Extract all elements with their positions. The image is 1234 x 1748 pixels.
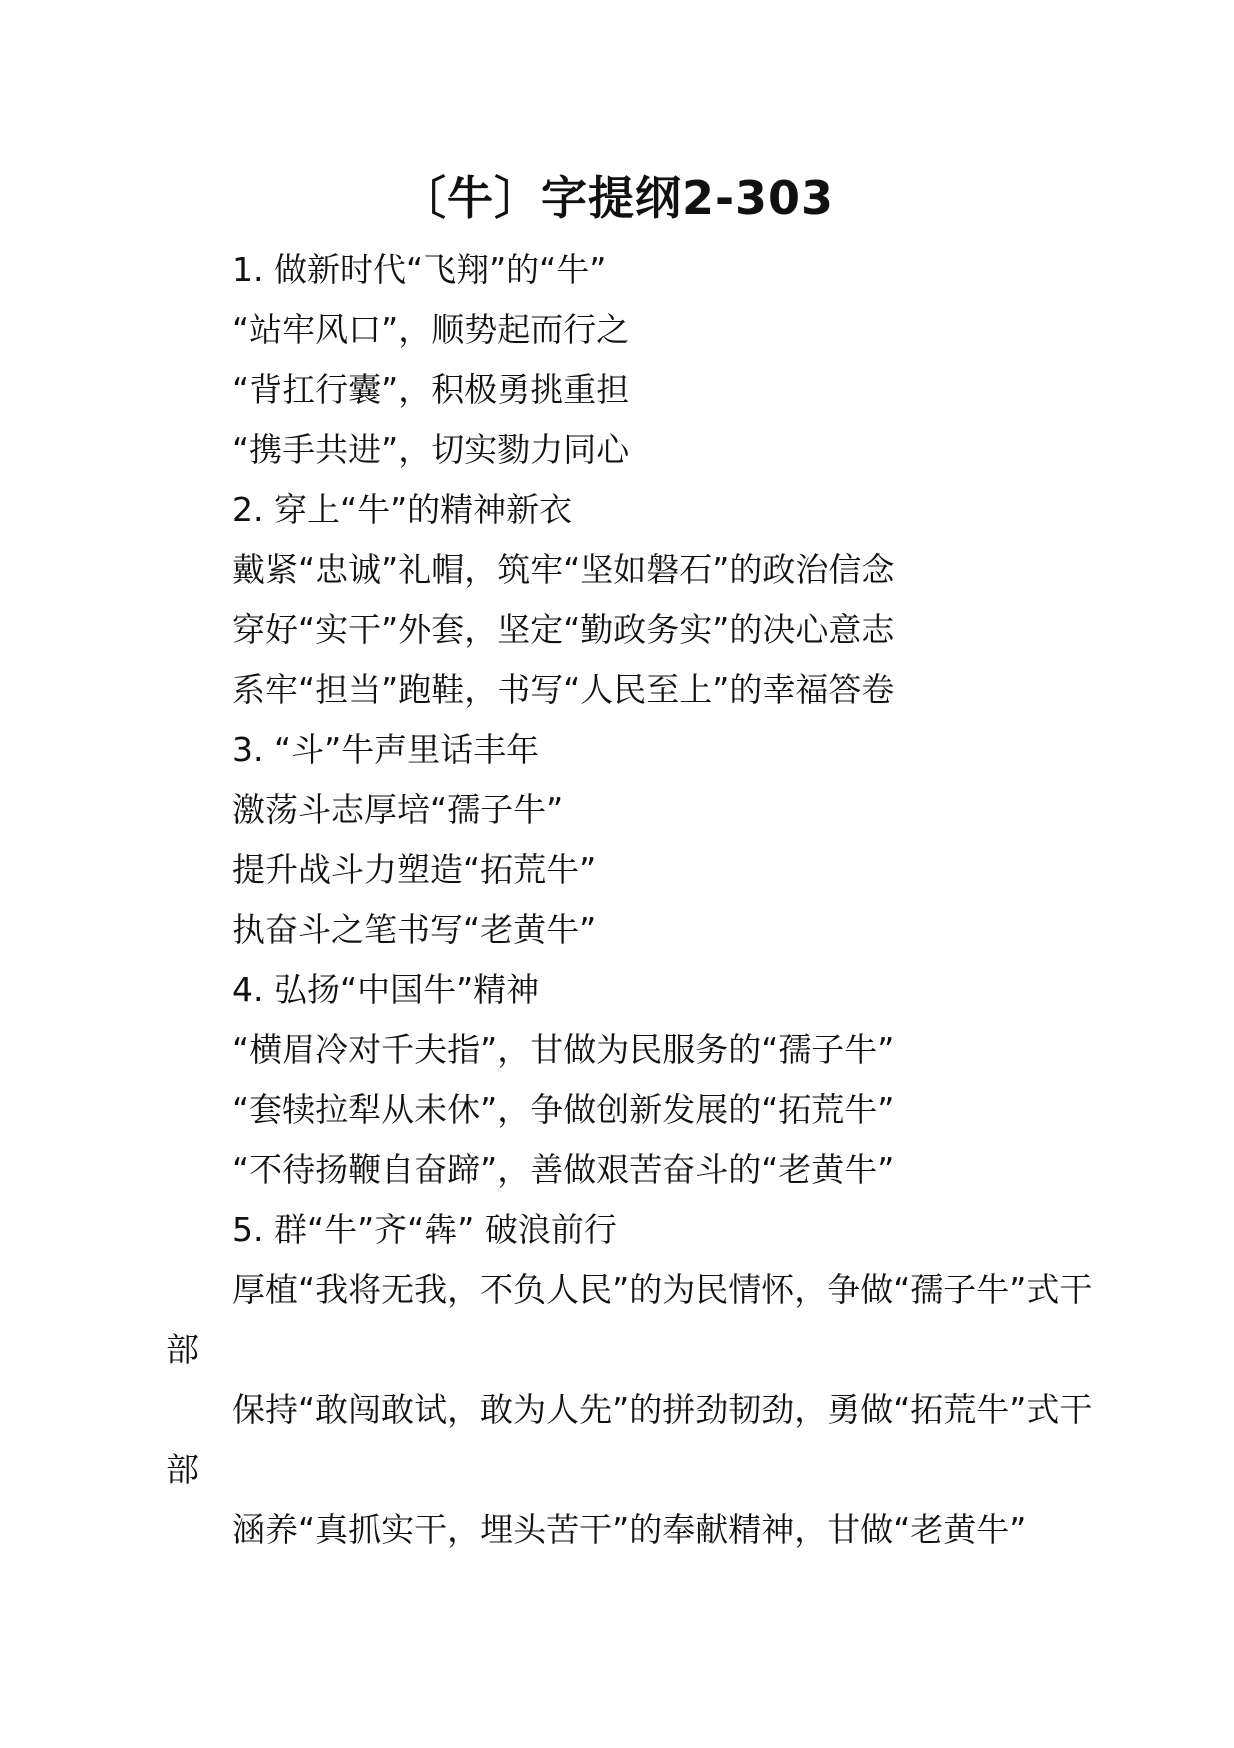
paragraph-line: 执奋斗之笔书写“老黄牛” (232, 910, 597, 949)
paragraph-line: 厚植“我将无我，不负人民”的为民情怀，争做“孺子牛”式干部 (166, 1270, 1093, 1369)
paragraph-line: “不待扬鞭自奋蹄”，善做艰苦奋斗的“老黄牛” (232, 1150, 895, 1189)
section-heading-1: 1. 做新时代“飞翔”的“牛” (232, 250, 607, 289)
paragraph-line: 穿好“实干”外套，坚定“勤政务实”的决心意志 (232, 610, 895, 649)
paragraph-line: 激荡斗志厚培“孺子牛” (232, 790, 564, 829)
document-body (166, 240, 1106, 1560)
section-heading-3: 3. “斗”牛声里话丰年 (232, 730, 540, 769)
page-title: 〔牛〕字提纲2-303 (399, 171, 835, 225)
paragraph-line: “携手共进”，切实勠力同心 (232, 430, 630, 469)
paragraph-line: “站牢风口”，顺势起而行之 (232, 310, 630, 349)
section-heading-2: 2. 穿上“牛”的精神新衣 (232, 490, 573, 529)
paragraph-line: 保持“敢闯敢试，敢为人先”的拼劲韧劲，勇做“拓荒牛”式干部 (166, 1390, 1093, 1489)
section-heading-4: 4. 弘扬“中国牛”精神 (232, 970, 540, 1009)
paragraph-line: 戴紧“忠诚”礼帽，筑牢“坚如磐石”的政治信念 (232, 550, 895, 589)
paragraph-line: 涵养“真抓实干，埋头苦干”的奉献精神，甘做“老黄牛” (232, 1510, 1027, 1549)
paragraph-line: 系牢“担当”跑鞋，书写“人民至上”的幸福答卷 (232, 670, 895, 709)
paragraph-line: “套犊拉犁从未休”，争做创新发展的“拓荒牛” (232, 1090, 895, 1129)
paragraph-line: “横眉冷对千夫指”，甘做为民服务的“孺子牛” (232, 1030, 895, 1069)
section-heading-5: 5. 群“牛”齐“犇” 破浪前行 (232, 1210, 617, 1249)
paragraph-line: “背扛行囊”，积极勇挑重担 (232, 370, 630, 409)
paragraph-line: 提升战斗力塑造“拓荒牛” (232, 850, 597, 889)
